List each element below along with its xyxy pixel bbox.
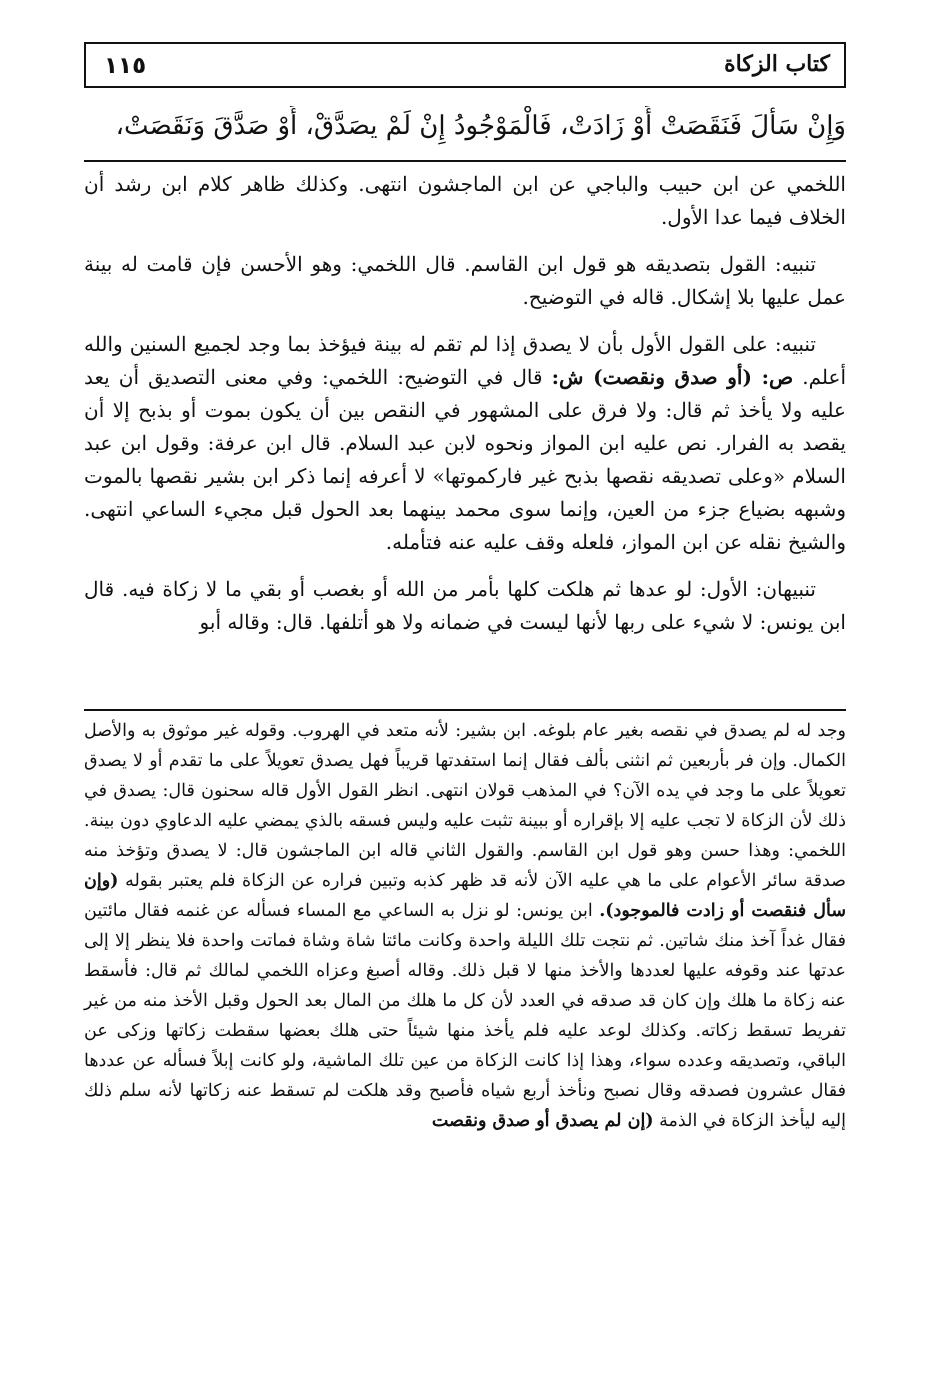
commentary-paragraph-4 <box>84 573 846 639</box>
footnote-section <box>84 716 846 1136</box>
main-text-line: وَإِنْ سَأَلَ فَنَقَصَتْ أَوْ زَادَتْ، فَالْمَوْجُودُ إِنْ لَمْ يصَدَّقْ، أَوْ صَدَّقَ وَنَقَصَتْ، <box>115 111 846 141</box>
footnote-text-a: وجد له لم يصدق في نقصه بغير عام بلوغه. ابن بشير: لأنه متعد في الهروب. وقوله غير موثوق به والأصل الكمال. وإن فر بأربعين ثم انثنى بألف فقال إنما استفدتها قريباً فهل يصدق تعويلاً على ما تقدم أو لا يصدق تعويلاً على ما وجد في يده الآن؟ في المذهب قولان انتهى. انظر القول الأول قاله سحنون قال: يصدق في ذلك لأن الزكاة لا تجب عليه إلا بإقراره أو ببينة تثبت عليه وليس فسقه بالذي يمضي عليه الدعاوي دون بينة. اللخمي: وهذا حسن وهو قول ابن القاسم. والقول الثاني قاله ابن الماجشون قال: لا يصدق وتؤخذ منه صدقة سائر الأعوام على ما هي عليه الآن لأنه قد ظهر كذبه وتبين فراره عن الزكاة فلم يعتبر بقوله <box>84 721 846 891</box>
commentary-section <box>84 168 846 653</box>
commentary-paragraph-1: اللخمي عن ابن حبيب والباجي عن ابن الماجشون انتهى. وكذلك ظاهر كلام ابن رشد أن الخلاف فيما عدا الأول. <box>84 172 846 229</box>
divider-bottom <box>84 709 846 711</box>
commentary-paragraph-3-text-c: قال في التوضيح: اللخمي: وفي معنى التصديق أن يعد عليه ولا يأخذ ثم قال: ولا فرق على المشهور في النقص بين أن يكون بموت أو بذبح إلا أن يقصد به الفرار. نص عليه ابن المواز ونحوه لابن عبد السلام. قال ابن عرفة: وقول ابن عبد السلام «وعلى تصديقه نقصها بذبح غير فاركموتها» لا أعرفه إنما ذكر ابن بشير نقصها بالموت وشبهه بضياع جزء من العين، وإنما سوى محمد بينهما بعد الحول قبل مجيء الساعي انتهى. والشيخ نقله عن ابن المواز، فلعله وقف عليه عنه فتأمله. <box>84 365 846 554</box>
footnote-paragraph <box>84 716 846 1136</box>
page-number: ١١٥ <box>104 53 147 79</box>
footnote-quote-2: (إن لم يصدق أو صدق ونقصت <box>431 1111 654 1131</box>
commentary-paragraph-3-text-a: تنبيه: على القول الأول بأن لا يصدق إذا لم تقم له بينة فيؤخذ بما وجد لجميع السنين والله أعلم. <box>84 332 847 389</box>
footnote-text-c: ابن يونس: لو نزل به الساعي مع المساء فسأله عن غنمه فقال مائتين فقال غداً آخذ منك شاتين. ثم نتجت تلك الليلة واحدة وكانت مائتا شاة وشاة فماتت واحدة فلا ينظر إلا إلى عدتها عند وقوفه عليها لعددها والأخذ منها لا قبل ذلك. وقاله أصبغ وعزاه اللخمي لمالك ثم قال: فأسقط عنه زكاة ما هلك وإن كان قد صدقه في العدد لأن كل ما هلك من المال بعد الحول وقبل الأخذ منه من غير تفريط تسقط زكاته. وكذلك لوعد عليه فلم يأخذ منها شيئاً حتى هلك بعضها سقطت زكاتها وزكى عن الباقي، وتصديقه وعدده سواء، وهذا إذا كانت الزكاة من عين تلك الماشية، ولو كانت إبلاً فسأله عن عددها فقال عشرون فصدقه وقال نصبح ونأخذ أربع شياه فأصبح وقد هلكت لم تسقط عنه زكاتها لأنه سلم ذلك إليه ليأخذ الزكاة في الذمة <box>84 901 846 1131</box>
divider-top <box>84 160 846 162</box>
commentary-paragraph-2-text: تنبيه: القول بتصديقه هو قول ابن القاسم. قال اللخمي: وهو الأحسن فإن قامت له بينة عمل عليها بلا إشكال. قاله في التوضيح. <box>84 252 846 309</box>
commentary-quote-heading: ص: (أو صدق ونقصت) ش: <box>551 365 794 389</box>
book-title: كتاب الزكاة <box>724 51 830 77</box>
footnote-quote-1: (وإن سأل فنقصت أو زادت فالموجود). <box>84 871 846 921</box>
commentary-paragraph-2 <box>84 248 846 314</box>
commentary-paragraph-4-text: تنبيهان: الأول: لو عدها ثم هلكت كلها بأمر من الله أو بغصب أو بقي ما لا زكاة فيه. قال ابن يونس: لا شيء على ربها لأنها ليست في ضمانه ولا هو أتلفها. قال: وقاله أبو <box>84 577 846 634</box>
page-header <box>84 42 846 88</box>
commentary-paragraph-3 <box>84 328 846 559</box>
